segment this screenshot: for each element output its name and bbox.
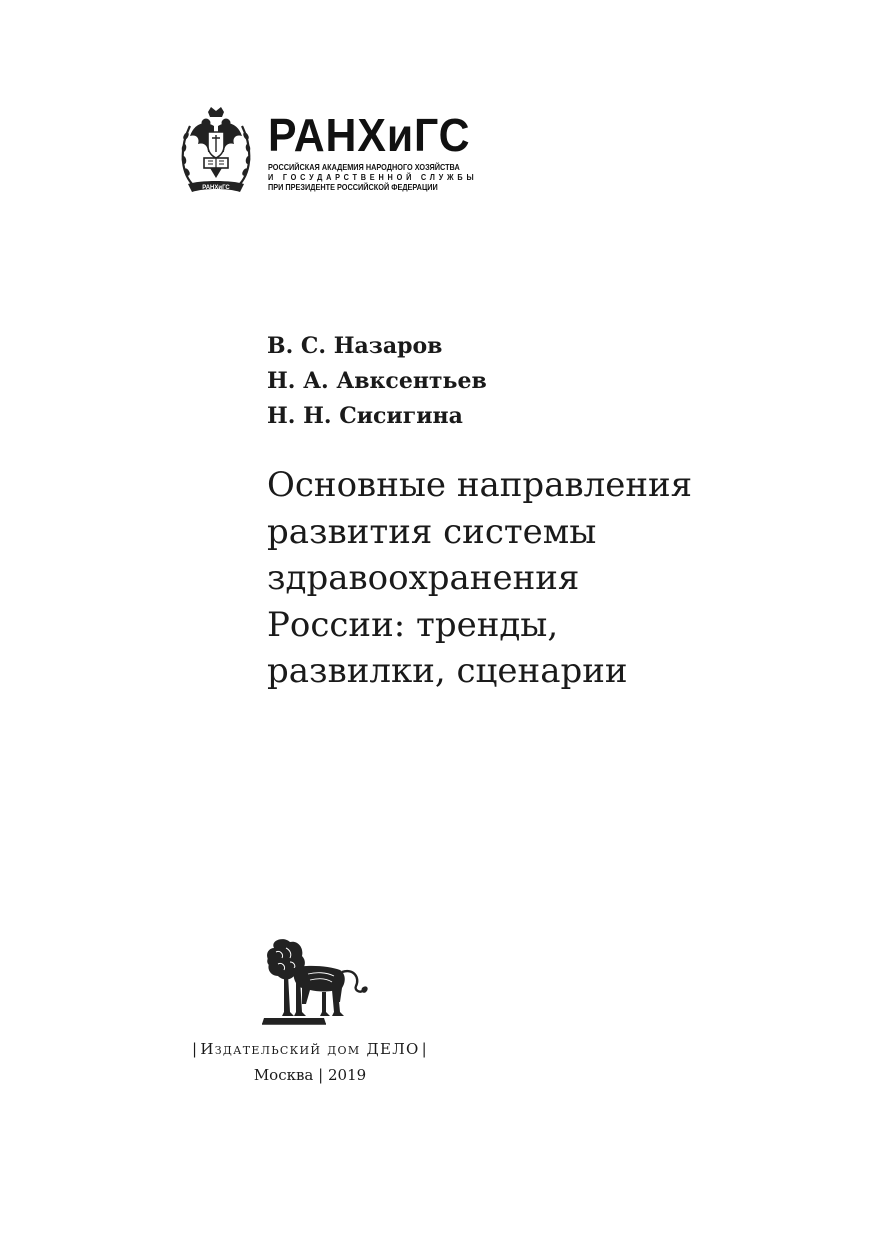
city: Москва [253,1066,314,1084]
logo-line-1: РОССИЙСКАЯ АКАДЕМИЯ НАРОДНОГО ХОЗЯЙСТВА [268,162,460,172]
author-name: Н. Н. Сисигина [267,403,463,429]
separator: | [421,1040,429,1058]
author-list [267,329,487,434]
logo-line-2: И ГОСУДАРСТВЕННОЙ СЛУЖБЫ [268,172,478,182]
separator: | [191,1040,199,1058]
imprint-line [160,1066,460,1084]
book-title [267,462,827,695]
title-line: здравоохранения [267,558,580,598]
title-line: развилки, сценарии [267,651,628,691]
logo-line-3: ПРИ ПРЕЗИДЕНТЕ РОССИЙСКОЙ ФЕДЕРАЦИИ [268,182,438,192]
eagle-emblem-icon [178,106,254,200]
ranepa-logo [178,106,488,202]
lion-icon [260,938,372,1028]
year: 2019 [328,1066,367,1084]
title-line: России: тренды, [267,604,559,645]
title-line: Основные направления [267,465,693,505]
publisher-label: Издательский дом ДЕЛО [200,1040,420,1058]
seal-text: РАНХиГС [202,185,230,191]
logo-abbreviation: РАНХиГС [268,109,471,161]
publisher-name [160,1040,460,1058]
author-name: Н. А. Авксентьев [267,368,487,394]
author-name: В. С. Назаров [267,333,443,359]
title-line: развития системы [267,511,597,552]
separator: | [318,1066,324,1084]
logo-wordmark [268,109,512,192]
